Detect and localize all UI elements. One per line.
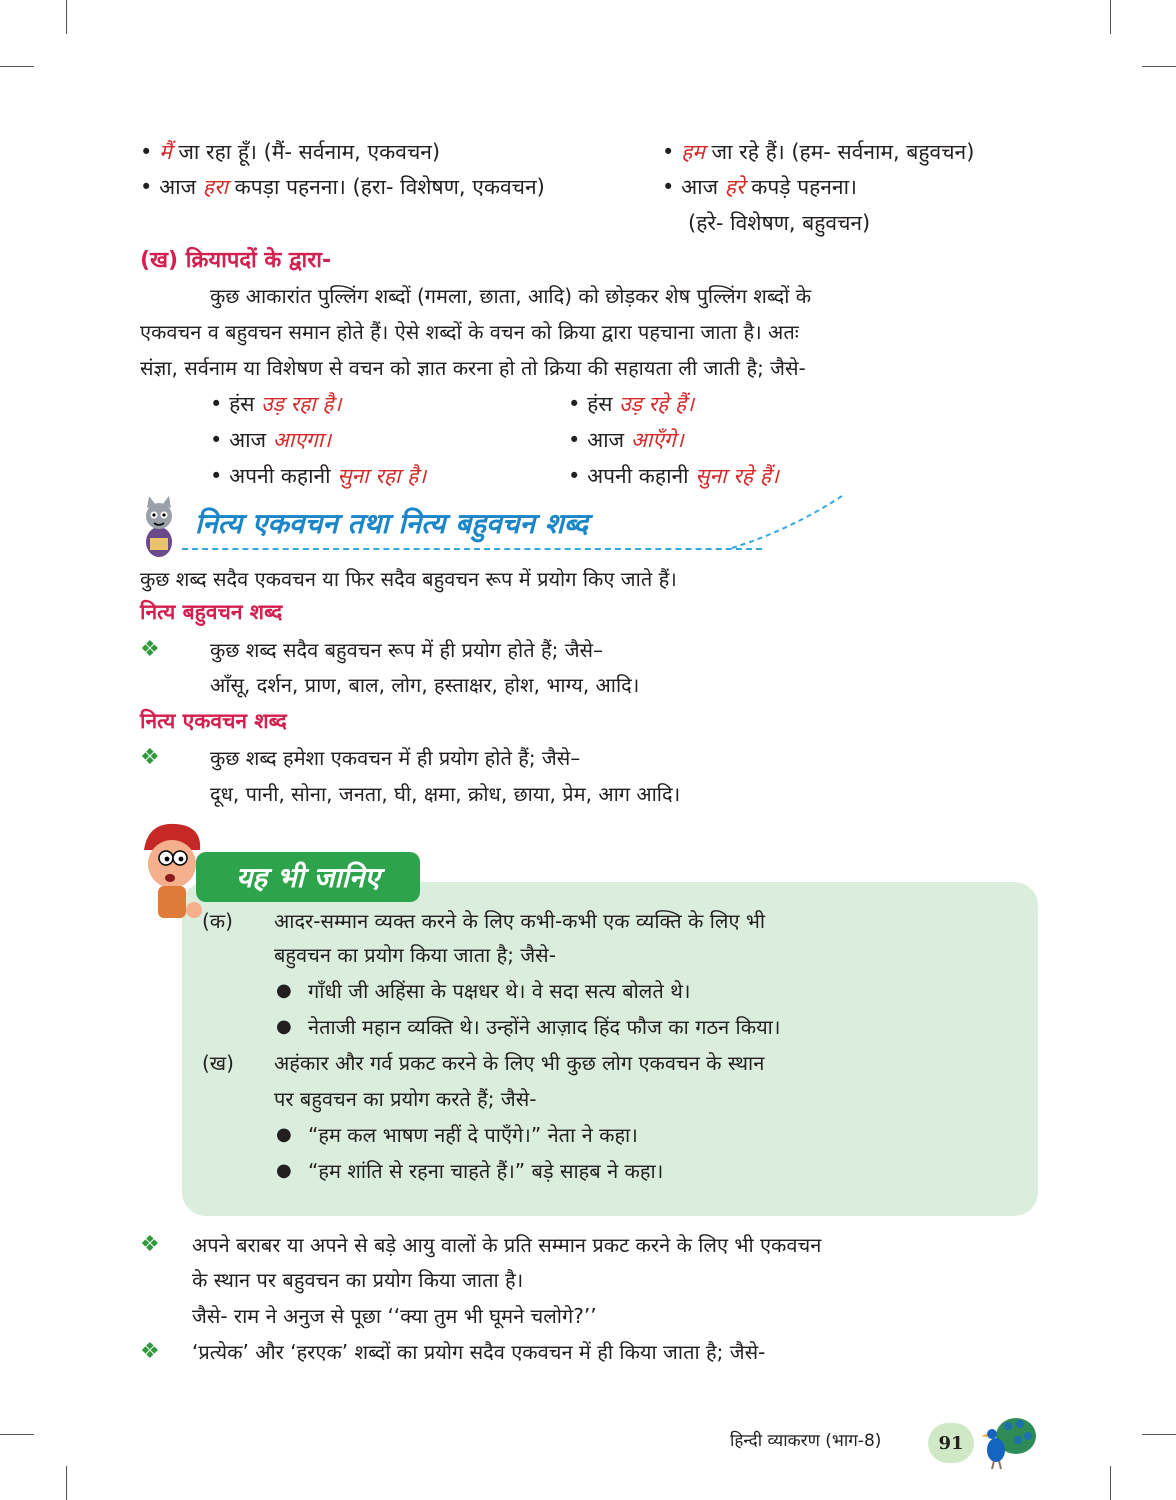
bullet-icon: ● xyxy=(276,1160,292,1181)
paragraph-line: पर बहुवचन का प्रयोग करते हैं; जैसे- xyxy=(274,1087,537,1111)
diamond-bullet-icon: ❖ xyxy=(140,637,160,662)
example-word: हम xyxy=(681,140,705,164)
example-text: जा रहे हैं। (हम- सर्वनाम, बहुवचन) xyxy=(711,140,975,164)
example-word: हरे xyxy=(724,175,745,199)
verb-example-subject: आज xyxy=(229,428,267,452)
verb-example-left xyxy=(210,464,426,489)
example-text: कपड़े पहनना। xyxy=(751,175,857,199)
page-number: 91 xyxy=(928,1423,974,1463)
peacock-icon xyxy=(978,1414,1038,1470)
verb-example-subject: आज xyxy=(587,428,625,452)
paragraph-line: दूध, पानी, सोना, जनता, घी, क्षमा, क्रोध, छाया, प्रेम, आग आदि। xyxy=(210,782,681,806)
paragraph-line: एकवचन व बहुवचन समान होते हैं। ऐसे शब्दों के वचन को क्रिया द्वारा पहचाना जाता है। अतः xyxy=(140,320,799,344)
paragraph-line: के स्थान पर बहुवचन का प्रयोग किया जाता है। xyxy=(192,1268,524,1292)
verb-example-left xyxy=(210,428,331,453)
crop-mark xyxy=(0,66,34,67)
example-row2-right-note: (हरे- विशेषण, बहुवचन) xyxy=(688,211,871,235)
paragraph-line: आदर-सम्मान व्यक्त करने के लिए कभी-कभी एक व्यक्ति के लिए भी xyxy=(274,909,766,933)
verb-example-subject: हंस xyxy=(229,392,255,416)
crop-mark xyxy=(1142,66,1176,67)
crop-mark xyxy=(66,0,67,34)
example-row1-right xyxy=(662,140,974,165)
verb-example-verb: आएगा। xyxy=(272,428,332,452)
verb-example-verb: उड़ रहा है। xyxy=(261,392,342,416)
bullet-icon: ● xyxy=(276,1016,292,1037)
cat-mascot-icon xyxy=(136,496,182,560)
verb-example-verb: उड़ रहे हैं। xyxy=(619,392,695,416)
example-sentence: नेताजी महान व्यक्ति थे। उन्होंने आज़ाद हिंद फौज का गठन किया। xyxy=(308,1015,781,1039)
verb-example-subject: अपनी कहानी xyxy=(229,464,331,488)
example-sentence: “हम शांति से रहना चाहते हैं।” बड़े साहब ने कहा। xyxy=(308,1159,664,1183)
crop-mark xyxy=(66,1466,67,1500)
example-pre: आज xyxy=(159,175,197,199)
example-word: हरा xyxy=(202,175,228,199)
diamond-bullet-icon: ❖ xyxy=(140,1339,160,1364)
crop-mark xyxy=(1110,1466,1111,1500)
subsection-heading: नित्य बहुवचन शब्द xyxy=(140,600,283,624)
example-text: कपड़ा पहनना। (हरा- विशेषण, एकवचन) xyxy=(234,175,545,199)
paragraph-line: ‘प्रत्येक’ और ‘हरएक’ शब्दों का प्रयोग सदैव एकवचन में ही किया जाता है; जैसे- xyxy=(192,1340,766,1364)
example-row2-left xyxy=(140,175,545,200)
verb-example-right xyxy=(568,428,684,453)
paragraph-line: कुछ शब्द सदैव एकवचन या फिर सदैव बहुवचन रूप में प्रयोग किए जाते हैं। xyxy=(140,567,677,591)
example-text: जा रहा हूँ। (मैं- सर्वनाम, एकवचन) xyxy=(178,140,441,164)
verb-example-right xyxy=(568,392,694,417)
verb-example-verb: सुना रहे हैं। xyxy=(695,464,779,488)
verb-example-right xyxy=(568,464,779,489)
paragraph-line: कुछ शब्द हमेशा एकवचन में ही प्रयोग होते हैं; जैसे– xyxy=(210,746,581,770)
paragraph-line: अहंकार और गर्व प्रकट करने के लिए भी कुछ लोग एकवचन के स्थान xyxy=(274,1051,765,1075)
paragraph-line: कुछ शब्द सदैव बहुवचन रूप में ही प्रयोग होते हैं; जैसे– xyxy=(210,638,604,662)
example-pre: आज xyxy=(681,175,719,199)
list-label: (ख) xyxy=(202,1051,234,1075)
paragraph-line: संज्ञा, सर्वनाम या विशेषण से वचन को ज्ञात करना हो तो क्रिया की सहायता ली जाती है; जैसे- xyxy=(140,356,806,380)
example-sentence: “हम कल भाषण नहीं दे पाएँगे।” नेता ने कहा। xyxy=(308,1123,638,1147)
crop-mark xyxy=(0,1434,34,1435)
diamond-bullet-icon: ❖ xyxy=(140,745,160,770)
section-banner-title: नित्य एकवचन तथा नित्य बहुवचन शब्द xyxy=(195,507,589,540)
verb-example-left xyxy=(210,392,342,417)
bullet-icon: ● xyxy=(276,980,292,1001)
list-label: (क) xyxy=(202,909,233,933)
example-row1-left xyxy=(140,140,440,165)
section-heading: (ख) क्रियापदों के द्वारा- xyxy=(140,248,332,273)
example-sentence: गाँधी जी अहिंसा के पक्षधर थे। वे सदा सत्य बोलते थे। xyxy=(308,979,691,1003)
footer-book-title: हिन्दी व्याकरण (भाग-8) xyxy=(730,1431,882,1451)
crop-mark xyxy=(1142,1434,1176,1435)
paragraph-line: आँसू, दर्शन, प्राण, बाल, लोग, हस्ताक्षर, होश, भाग्य, आदि। xyxy=(210,673,640,697)
paragraph-line: अपने बराबर या अपने से बड़े आयु वालों के प्रति सम्मान प्रकट करने के लिए भी एकवचन xyxy=(192,1233,822,1257)
bullet-icon: ● xyxy=(276,1124,292,1145)
info-box-title: यह भी जानिए xyxy=(196,852,420,902)
paragraph-line: बहुवचन का प्रयोग किया जाता है; जैसे- xyxy=(274,943,556,967)
example-row2-right xyxy=(662,175,857,200)
verb-example-verb: आएँगे। xyxy=(630,428,684,452)
verb-example-verb: सुना रहा है। xyxy=(337,464,427,488)
paragraph-line: कुछ आकारांत पुल्लिंग शब्दों (गमला, छाता, आदि) को छोड़कर शेष पुल्लिंग शब्दों के xyxy=(210,284,812,308)
example-word: मैं xyxy=(159,140,172,164)
diamond-bullet-icon: ❖ xyxy=(140,1232,160,1257)
verb-example-subject: हंस xyxy=(587,392,613,416)
banner-dashed-tail xyxy=(730,490,845,550)
paragraph-line: जैसे- राम ने अनुज से पूछा ‘‘क्या तुम भी घूमने चलोगे?’’ xyxy=(192,1304,597,1328)
crop-mark xyxy=(1110,0,1111,34)
subsection-heading: नित्य एकवचन शब्द xyxy=(140,709,287,733)
verb-example-subject: अपनी कहानी xyxy=(587,464,689,488)
